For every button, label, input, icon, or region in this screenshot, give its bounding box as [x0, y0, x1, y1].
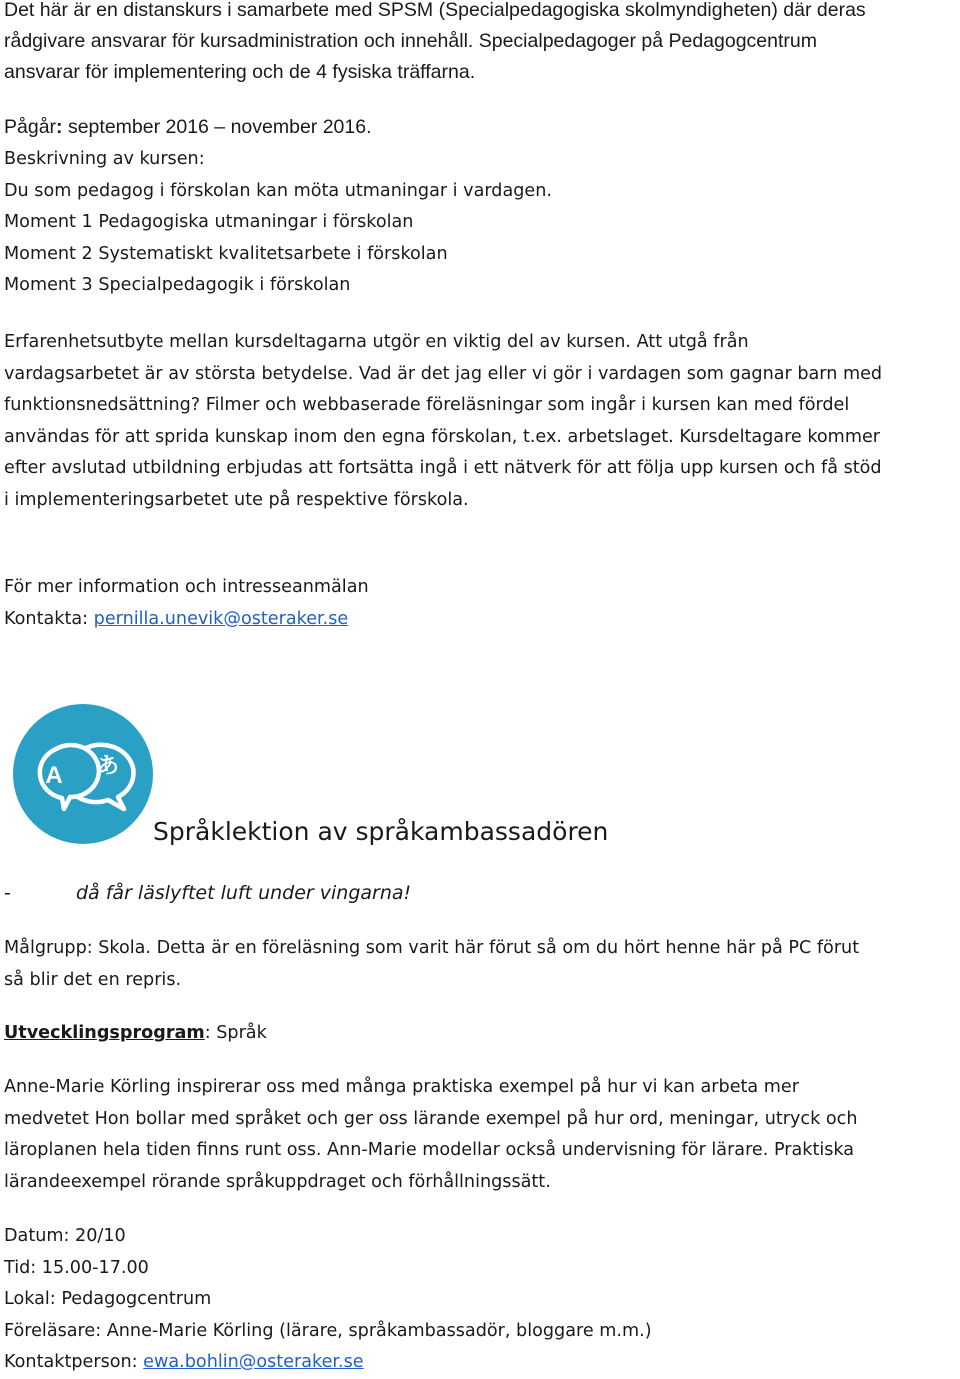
- duration-line: [4, 112, 956, 143]
- course-paragraph: [4, 327, 956, 516]
- lesson-tagline: [4, 878, 411, 908]
- intro-line: ansvarar för implementering och de 4 fysiska träffarna.: [4, 61, 476, 83]
- language-bubbles-icon: [12, 703, 154, 845]
- event-location: Lokal: Pedagogcentrum: [4, 1289, 212, 1309]
- lesson-description: [4, 1072, 956, 1198]
- program-value: : Språk: [204, 1023, 267, 1043]
- event-contact: [4, 1347, 956, 1379]
- para-line: vardagsarbetet är av största betydelse. Vad är det jag eller vi gör i vardagen som gagnar barn med: [4, 363, 883, 384]
- lesson-desc-line: läroplanen hela tiden finns runt oss. Ann-Marie modellar också undervisning för lärare. Praktiska: [4, 1140, 855, 1160]
- course-desc-label: Beskrivning av kursen:: [4, 149, 205, 169]
- event-contact-label: Kontaktperson:: [4, 1352, 144, 1372]
- development-program: [4, 1018, 956, 1050]
- event-speaker: Föreläsare: Anne-Marie Körling (lärare, språkambassadör, bloggare m.m.): [4, 1320, 652, 1341]
- event-contact-email-link[interactable]: ewa.bohlin@osteraker.se: [143, 1352, 364, 1372]
- tagline-text: då får läslyftet luft under vingarna!: [76, 882, 412, 904]
- duration-label: Pågår: [4, 116, 57, 138]
- target-line: så blir det en repris.: [4, 969, 182, 990]
- course-contact: [4, 572, 956, 635]
- target-group: [4, 933, 956, 996]
- intro-line: Det här är en distanskurs i samarbete med SPSM (Specialpedagogiska skolmyndigheten) där deras: [4, 0, 866, 21]
- contact-email-link[interactable]: pernilla.unevik@osteraker.se: [93, 608, 349, 629]
- course-desc-text: Du som pedagog i förskolan kan möta utmaningar i vardagen.: [4, 180, 552, 201]
- lesson-desc-line: medvetet Hon bollar med språket och ger oss lärande exempel på hur ord, meningar, utryck och: [4, 1108, 858, 1129]
- moment-item: Moment 1 Pedagogiska utmaningar i förskolan: [4, 212, 414, 232]
- contact-label: Kontakta:: [4, 608, 94, 629]
- target-line: Målgrupp: Skola. Detta är en föreläsning som varit här förut så om du hört henne här på PC förut: [4, 938, 860, 958]
- moment-item: Moment 3 Specialpedagogik i förskolan: [4, 275, 351, 295]
- intro-paragraph: [4, 0, 956, 88]
- course-description: [4, 144, 956, 302]
- tagline-dash: -: [4, 882, 11, 904]
- logo-letter-jp: あ: [96, 754, 120, 779]
- program-label: Utvecklingsprogram: [4, 1023, 205, 1043]
- lesson-title: Språklektion av språkambassadören: [153, 817, 609, 846]
- info-label: För mer information och intresseanmälan: [4, 577, 369, 597]
- event-date: Datum: 20/10: [4, 1226, 126, 1246]
- logo-letter-a: A: [45, 762, 63, 789]
- para-line: Erfarenhetsutbyte mellan kursdeltagarna utgör en viktig del av kursen. Att utgå från: [4, 332, 749, 352]
- lesson-desc-line: Anne-Marie Körling inspirerar oss med många praktiska exempel på hur vi kan arbeta mer: [4, 1077, 799, 1097]
- contact-line: [4, 604, 956, 636]
- intro-line: rådgivare ansvarar för kursadministration och innehåll. Specialpedagoger på Pedagogcentrum: [4, 30, 817, 52]
- event-details: [4, 1221, 956, 1379]
- para-line: funktionsnedsättning? Filmer och webbaserade föreläsningar som ingår i kursen kan med fördel: [4, 395, 850, 415]
- duration-value: september 2016 – november 2016.: [62, 116, 372, 138]
- event-time: Tid: 15.00-17.00: [4, 1257, 149, 1278]
- para-line: efter avslutad utbildning erbjudas att fortsätta ingå i ett nätverk för att följa upp kursen och få stöd: [4, 458, 882, 478]
- para-line: i implementeringsarbetet ute på respektive förskola.: [4, 489, 469, 510]
- para-line: användas för att sprida kunskap inom den egna förskolan, t.ex. arbetslaget. Kursdeltagare kommer: [4, 426, 881, 447]
- duration-colon: :: [56, 116, 63, 138]
- lesson-desc-line: lärandeexempel rörande språkuppdraget och förhållningssätt.: [4, 1171, 551, 1192]
- moment-item: Moment 2 Systematiskt kvalitetsarbete i förskolan: [4, 243, 448, 264]
